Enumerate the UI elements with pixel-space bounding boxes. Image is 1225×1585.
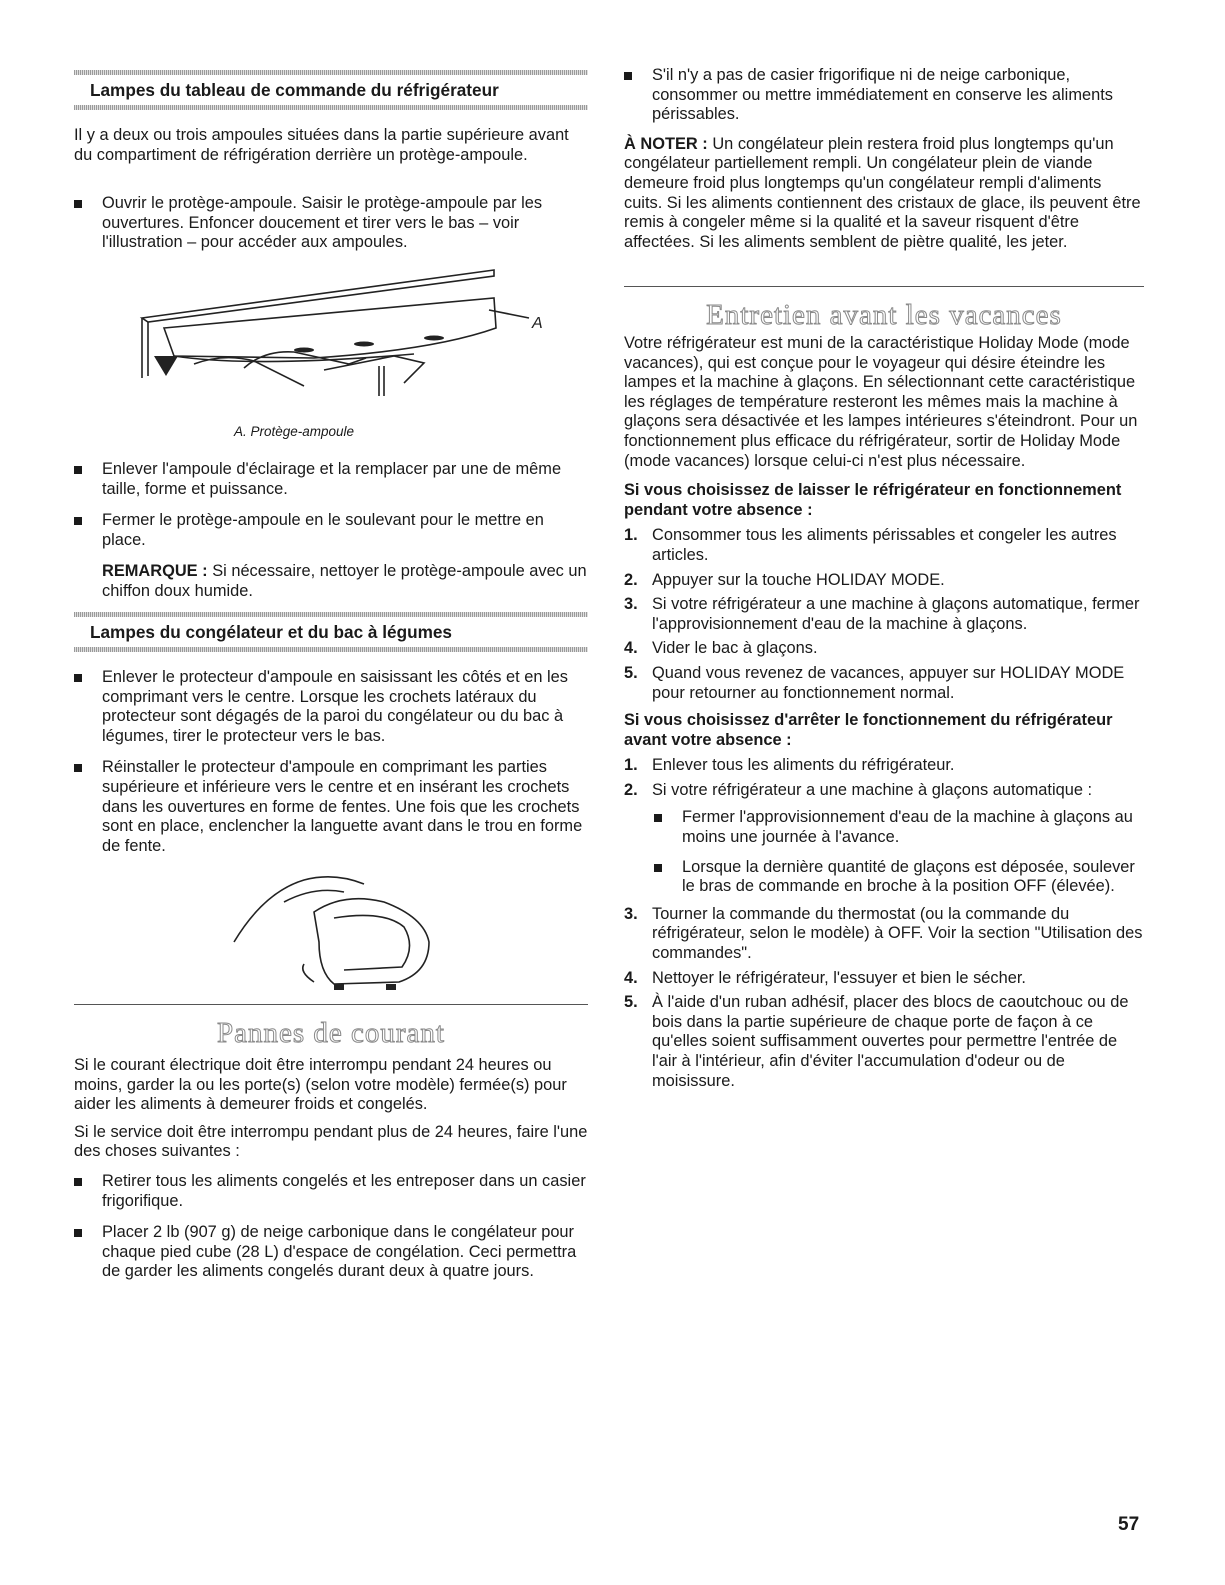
section-divider xyxy=(624,286,1144,287)
section-divider xyxy=(74,1004,588,1005)
numbered-step xyxy=(624,639,1144,659)
step-text: Vider le bac à glaçons. xyxy=(652,639,818,658)
step-number: 3. xyxy=(624,904,638,923)
numbered-step xyxy=(624,526,1144,565)
sub-bullet-list xyxy=(624,808,1144,896)
step-number: 1. xyxy=(624,756,638,775)
step-number: 3. xyxy=(624,595,638,614)
heading-text: Lampes du tableau de commande du réfrigérateur xyxy=(90,80,499,100)
paragraph: Il y a deux ou trois ampoules situées dans la partie supérieure avant du compartiment de réfrigération derrière un protège-ampoule. xyxy=(74,126,569,164)
step-text: Tourner la commande du thermostat (ou la commande du réfrigérateur, selon le modèle) à OFF. Voir la section "Utilisation des commandes". xyxy=(652,904,1143,963)
freezer-lamp-bullets xyxy=(74,668,588,856)
numbered-step xyxy=(624,756,1144,776)
remark-label: REMARQUE : xyxy=(102,562,208,581)
instruction-heading: Si vous choisissez d'arrêter le fonctionnement du réfrigérateur avant votre absence : xyxy=(624,711,1113,749)
step-number: 4. xyxy=(624,968,638,987)
step-text: Si votre réfrigérateur a une machine à glaçons automatique : xyxy=(652,780,1093,799)
step-number: 5. xyxy=(624,663,638,682)
paragraph: Votre réfrigérateur est muni de la caractéristique Holiday Mode (mode vacances), qui est conçue pour le voyageur qui désire éteindre les lampes et la machine à glaçons. En sélectionnant cette caractéristique les réglages de température resteront les mêmes mais la machine à glaçons sera désactivée et les lampes intérieures s'éteindront. Pour un fonctionnement plus efficace du réfrigérateur, sortir de Holiday Mode (mode vacances) lorsque celui-ci n'est plus nécessaire. xyxy=(624,334,1138,470)
heading-rule xyxy=(74,647,588,652)
remark-paragraph xyxy=(74,562,588,601)
step-number: 1. xyxy=(624,526,638,545)
numbered-step xyxy=(624,571,1144,591)
step-text: Consommer tous les aliments périssables et congeler les autres articles. xyxy=(652,526,1117,564)
list-item: S'il n'y a pas de casier frigorifique ni de neige carbonique, consommer ou mettre immédiatement en conserve les aliments périssables. xyxy=(624,66,1144,125)
section-title-power-outage: Pannes de courant xyxy=(217,1017,445,1049)
step-number: 4. xyxy=(624,639,638,658)
list-item: Enlever l'ampoule d'éclairage et la remplacer par une de même taille, forme et puissance. xyxy=(74,460,588,499)
list-item: Fermer l'approvisionnement d'eau de la machine à glaçons au moins une journée à l'avance. xyxy=(654,808,1144,847)
list-item: Réinstaller le protecteur d'ampoule en comprimant les parties supérieure et inférieure vers le centre et en insérant les crochets dans les ouvertures en forme de fentes. Une fois que les crochets sont en place, enclencher la languette avant dans le trou en forme de fente. xyxy=(74,758,588,856)
instruction-heading: Si vous choisissez de laisser le réfrigérateur en fonctionnement pendant votre absence : xyxy=(624,481,1122,519)
outage-continued xyxy=(624,66,1144,252)
numbered-step xyxy=(624,595,1144,634)
numbered-step xyxy=(624,905,1144,964)
paragraph: Si le service doit être interrompu pendant plus de 24 heures, faire l'une des choses suivantes : xyxy=(74,1122,588,1161)
step-text: Quand vous revenez de vacances, appuyer sur HOLIDAY MODE pour retourner au fonctionnement normal. xyxy=(652,663,1125,702)
power-outage-body xyxy=(74,1056,588,1282)
freezer-shield-illustration xyxy=(224,872,434,1000)
note-text: Un congélateur plein restera froid plus longtemps qu'un congélateur partiellement rempli. Un congélateur plein de viande demeure froid plus longtemps qu'un congélateur rempli d'aliments cuits. Si les aliments contiennent des cristaux de glace, ils peuvent être remis à congeler même si la qualité et la saveur risquent d'être affectées. Si les aliments semblent de piètre qualité, les jeter. xyxy=(624,134,1141,251)
bullet-open-cover xyxy=(74,194,588,253)
freezer-shield-drawing xyxy=(224,872,434,994)
step-number: 5. xyxy=(624,993,638,1012)
step-text: À l'aide d'un ruban adhésif, placer des blocs de caoutchouc ou de bois dans la partie supérieure de chaque porte de façon à ce qu'elles soient suffisamment ouvertes pour permettre l'entrée de l'air à l'intérieur, afin d'éviter l'accumulation d'odeur ou de moisissure. xyxy=(652,993,1129,1090)
step-number: 2. xyxy=(624,780,638,799)
list-item: Enlever le protecteur d'ampoule en saisissant les côtés et en les comprimant vers le centre. Lorsque les crochets latéraux du protecteur sont dégagés de la paroi du congélateur ou du bac à légumes, tirer le protecteur vers le bas. xyxy=(74,668,588,746)
numbered-step xyxy=(624,781,1144,801)
note-label: À NOTER : xyxy=(624,134,708,153)
step-text: Enlever tous les aliments du réfrigérateur. xyxy=(652,756,955,775)
list-item: Ouvrir le protège-ampoule. Saisir le protège-ampoule par les ouvertures. Enfoncer doucement et tirer vers le bas – voir l'illustration – pour accéder aux ampoules. xyxy=(74,194,588,253)
heading-text: Lampes du congélateur et du bac à légumes xyxy=(90,622,452,642)
arrow-down-icon xyxy=(154,356,178,376)
page-number: 57 xyxy=(1118,1514,1140,1535)
vacation-body xyxy=(624,334,1144,1091)
step-text: Si votre réfrigérateur a une machine à glaçons automatique, fermer l'approvisionnement d'eau de la machine à glaçons. xyxy=(652,595,1140,633)
paragraph: Si le courant électrique doit être interrompu pendant 24 heures ou moins, garder la ou les porte(s) (selon votre modèle) fermée(s) pour aider les aliments à demeurer froids et congelés. xyxy=(74,1056,567,1114)
step-text: Appuyer sur la touche HOLIDAY MODE. xyxy=(652,570,945,589)
control-panel-lamps-intro xyxy=(74,126,588,165)
numbered-step xyxy=(624,664,1144,703)
numbered-step xyxy=(624,993,1144,1091)
step-number: 2. xyxy=(624,570,638,589)
heading-rule xyxy=(74,105,588,110)
step-text: Nettoyer le réfrigérateur, l'essuyer et bien le sécher. xyxy=(652,968,1026,987)
subsection-heading-control-panel-lamps xyxy=(74,70,588,110)
callout-letter: A xyxy=(532,315,543,332)
list-item: Retirer tous les aliments congelés et les entreposer dans un casier frigorifique. xyxy=(74,1172,588,1211)
list-item: Placer 2 lb (907 g) de neige carbonique dans le congélateur pour chaque pied cube (28 L) d'espace de congélation. Ceci permettra de garder les aliments congelés durant deux à quatre jours. xyxy=(74,1223,588,1282)
subsection-heading-freezer-lamps xyxy=(74,612,588,652)
list-item: Fermer le protège-ampoule en le soulevant pour le mettre en place. xyxy=(74,511,588,550)
list-item: Lorsque la dernière quantité de glaçons est déposée, soulever le bras de commande en broche à la position OFF (élevée). xyxy=(654,858,1144,897)
lamp-shield-drawing xyxy=(134,258,554,408)
section-title-vacation: Entretien avant les vacances xyxy=(706,299,1062,331)
lamp-shield-illustration xyxy=(134,258,554,414)
control-panel-bullets xyxy=(74,460,588,602)
illustration-caption: A. Protège-ampoule xyxy=(234,424,355,439)
note-paragraph xyxy=(624,135,1144,253)
numbered-step xyxy=(624,969,1144,989)
remark-text: Si nécessaire, nettoyer le protège-ampoule avec un chiffon doux humide. xyxy=(102,562,587,600)
